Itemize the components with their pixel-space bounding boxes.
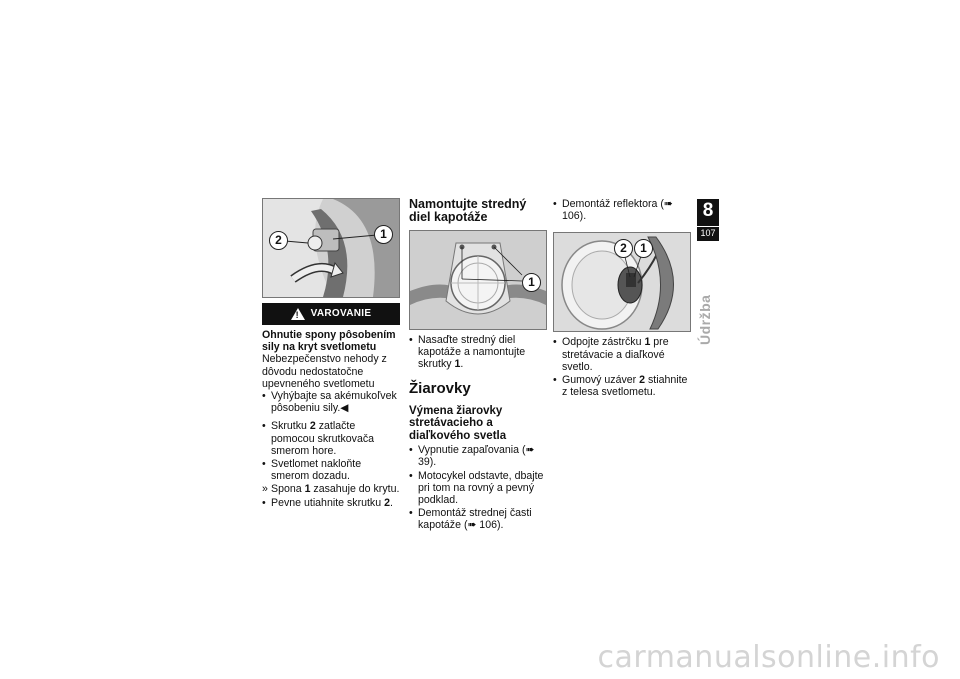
figure-callout-1: 1 xyxy=(634,239,653,258)
result-item: » Spona 1 zasahuje do krytu. xyxy=(262,483,400,495)
end-mark-icon: ◀ xyxy=(340,402,349,415)
figure-callout-2: 2 xyxy=(614,239,633,258)
warning-title: Ohnutie spony pôsobením sily na kryt svetlometu xyxy=(262,329,396,354)
steps-list-col2 xyxy=(409,444,547,531)
figure-callout-1: 1 xyxy=(522,273,541,292)
page-ref-arrow-icon: ➠ xyxy=(525,444,535,457)
list-item: • Motocykel odstavte, dbajte pri tom na rovný a pevný podklad. xyxy=(409,470,547,507)
list-item: • Odpojte zástrčku 1 pre stretávacie a diaľkové svetlo. xyxy=(553,336,691,373)
chapter-title: Údržba xyxy=(697,294,713,345)
list-item: • Nasaďte stredný diel kapotáže a namontujte skrutky 1. xyxy=(409,334,547,371)
figure-callout-1: 1 xyxy=(374,225,393,244)
warning-text: Nebezpečenstvo nehody z dôvodu nedostatočne upevneného svetlometu xyxy=(262,353,387,390)
steps-list-col3 xyxy=(553,336,691,398)
column-1 xyxy=(262,198,400,509)
figure-fairing xyxy=(409,230,547,330)
column-3 xyxy=(553,198,691,398)
section-title-bulbs: Žiarovky xyxy=(409,379,471,397)
list-item: • Demontáž reflektora (➠ 106). xyxy=(553,198,691,222)
chapter-tab-divider xyxy=(697,226,719,227)
watermark: carmanualsonline.info xyxy=(597,640,940,675)
page-ref-arrow-icon: ➠ xyxy=(467,519,477,532)
list-item: • Svetlomet nakloňte smerom dozadu. xyxy=(262,458,400,482)
steps-list-col1 xyxy=(262,420,400,508)
figure-headlight-bulb xyxy=(553,232,691,332)
warning-triangle-icon: ! xyxy=(291,308,305,320)
list-item: • Vypnutie zapaľovania (➠ 39). xyxy=(409,444,547,468)
warning-label: VAROVANIE xyxy=(310,307,372,319)
chapter-number: 8 xyxy=(702,200,714,221)
column-2 xyxy=(409,198,547,532)
warning-bullet: • Vyhýbajte sa akémukoľvek pôsobeniu sily.◀ xyxy=(262,390,400,414)
warning-banner xyxy=(262,303,400,325)
list-item: • Gumový uzáver 2 stiahnite z telesa svetlometu. xyxy=(553,374,691,398)
page-number: 107 xyxy=(700,228,716,238)
figure-callout-2: 2 xyxy=(269,231,288,250)
figure-headlight-clip xyxy=(262,198,400,298)
section-heading-fairing: Namontujte stredný diel kapotáže xyxy=(409,197,527,224)
list-item: • Skrutku 2 zatlačte pomocou skrutkovača smerom hore. xyxy=(262,420,400,457)
list-item: • Pevne utiahnite skrutku 2. xyxy=(262,497,400,509)
page-ref-arrow-icon: ➠ xyxy=(663,198,673,210)
subsection-title: Výmena žiarovky stretávacieho a diaľkového svetla xyxy=(409,404,507,442)
list-item: • Demontáž strednej časti kapotáže (➠ 106). xyxy=(409,507,547,531)
